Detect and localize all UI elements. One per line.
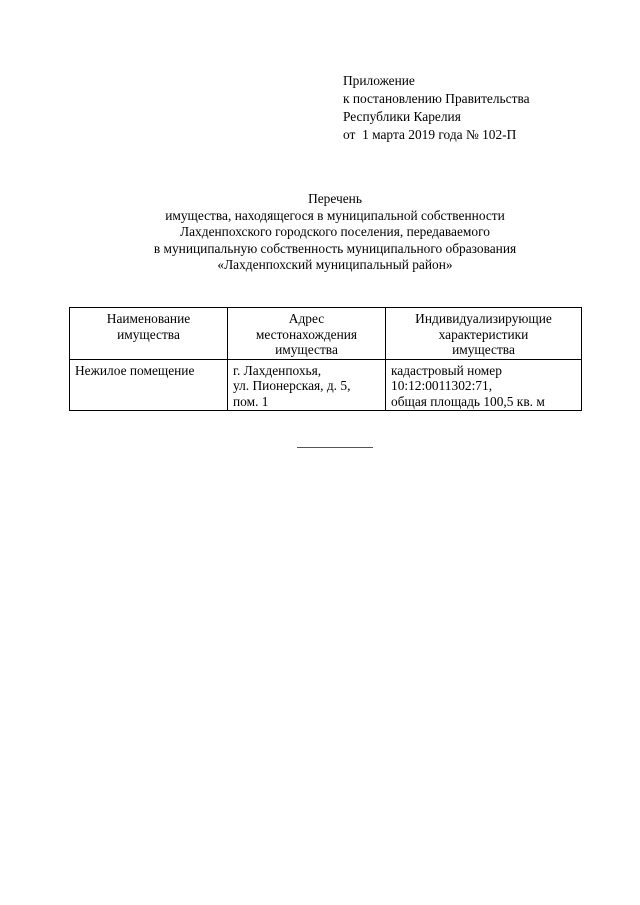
header-name — [70, 308, 228, 360]
header-line: характеристики — [438, 326, 529, 342]
cell-line: 10:12:0011302:71, — [391, 378, 493, 393]
appendix-line: Республики Карелия — [343, 109, 461, 124]
document-title — [70, 191, 600, 274]
title-line: имущества, находящегося в муниципальной собственности — [165, 207, 505, 223]
title-line: в муниципальную собственность муниципального образования — [153, 240, 517, 256]
appendix-header — [343, 72, 530, 144]
property-table — [69, 307, 582, 411]
table-row — [70, 359, 582, 411]
table-header-row — [70, 308, 582, 360]
header-line: Наименование — [106, 311, 191, 326]
cell-characteristics — [386, 359, 582, 411]
title-line: Перечень — [308, 191, 362, 206]
header-line: Адрес — [288, 311, 325, 326]
appendix-line: к постановлению Правительства — [343, 91, 530, 106]
header-characteristics — [386, 308, 582, 360]
cell-line: ул. Пионерская, д. 5, — [233, 378, 351, 393]
cell-address — [228, 359, 386, 411]
header-line: имущества — [117, 326, 180, 342]
cell-line: г. Лахденпохья, — [233, 362, 322, 378]
appendix-date-line: от 1 марта 2019 года № 102-П — [343, 127, 517, 142]
cell-line: пом. 1 — [233, 393, 269, 409]
closing-divider — [297, 447, 373, 448]
header-line: Индивидуализирующие — [415, 311, 552, 326]
header-line: местонахождения — [255, 326, 358, 342]
cell-name — [70, 359, 228, 411]
header-line: имущества — [275, 342, 338, 357]
title-line: Лахденпохского городского поселения, передаваемого — [180, 224, 490, 239]
header-line: имущества — [452, 342, 515, 357]
title-line: «Лахденпохский муниципальный район» — [217, 257, 453, 272]
cell-line: Нежилое помещение — [75, 362, 195, 378]
appendix-line: Приложение — [343, 73, 415, 88]
header-address — [228, 308, 386, 360]
cell-line: общая площадь 100,5 кв. м — [391, 393, 545, 409]
cell-line: кадастровый номер — [391, 362, 502, 378]
